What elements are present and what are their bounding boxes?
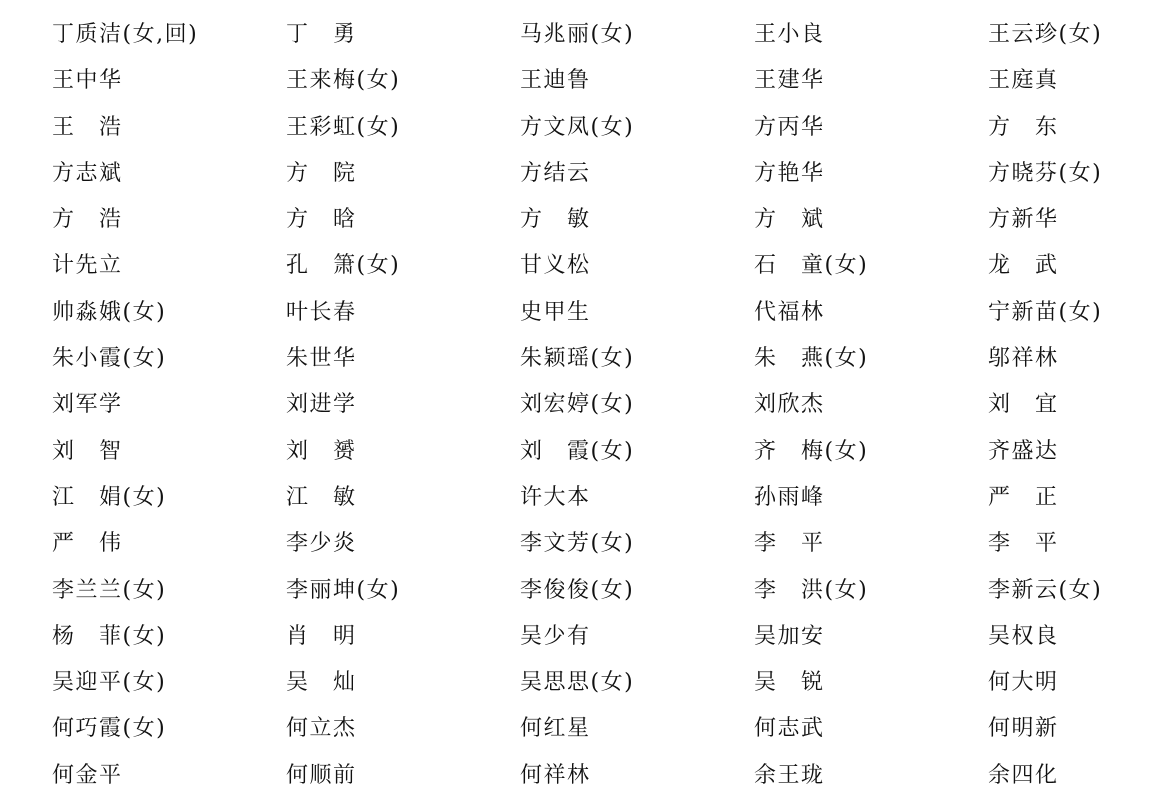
name-entry: 严 伟 xyxy=(52,531,123,557)
name-entry: 江 敏 xyxy=(286,484,357,510)
name-entry: 方 东 xyxy=(988,114,1059,140)
name-entry: 王小良 xyxy=(754,22,825,47)
name-entry: 李俊俊(女) xyxy=(520,577,635,603)
name-entry: 计先立 xyxy=(52,253,123,279)
name-entry: 李 平 xyxy=(988,531,1059,557)
name-entry: 何立杰 xyxy=(286,716,357,742)
name-entry: 刘进学 xyxy=(286,392,357,418)
name-entry: 朱 燕(女) xyxy=(754,346,869,372)
name-entry: 石 童(女) xyxy=(754,253,869,279)
name-entry: 史甲生 xyxy=(520,299,591,325)
name-entry: 甘义松 xyxy=(520,253,591,279)
name-entry: 王建华 xyxy=(754,68,825,94)
name-entry: 方晓芬(女) xyxy=(988,160,1103,186)
name-entry: 吴迎平(女) xyxy=(52,670,167,696)
name-entry: 王 浩 xyxy=(52,114,123,140)
name-entry: 何巧霞(女) xyxy=(52,716,167,742)
name-entry: 刘宏婷(女) xyxy=(520,392,635,418)
name-entry: 何顺前 xyxy=(286,762,357,788)
name-entry: 孙雨峰 xyxy=(754,484,825,510)
name-entry: 王迪鲁 xyxy=(520,68,591,94)
name-entry: 方艳华 xyxy=(754,160,825,186)
name-entry: 李少炎 xyxy=(286,531,357,557)
name-entry: 丁质洁(女,回) xyxy=(52,22,199,47)
name-list-grid xyxy=(52,12,1152,799)
name-entry: 刘军学 xyxy=(52,392,123,418)
name-entry: 王彩虹(女) xyxy=(286,114,401,140)
name-entry: 方 敏 xyxy=(520,207,591,233)
name-entry: 龙 武 xyxy=(988,253,1059,279)
name-entry: 朱颖瑶(女) xyxy=(520,346,635,372)
name-entry: 吴少有 xyxy=(520,623,591,649)
name-entry: 方丙华 xyxy=(754,114,825,140)
name-entry: 江 娟(女) xyxy=(52,484,167,510)
name-entry: 严 正 xyxy=(988,484,1059,510)
name-entry: 余王珑 xyxy=(754,762,825,788)
name-entry: 杨 菲(女) xyxy=(52,623,167,649)
name-entry: 李丽坤(女) xyxy=(286,577,401,603)
name-entry: 何大明 xyxy=(988,670,1059,696)
name-entry: 马兆丽(女) xyxy=(520,22,635,47)
name-entry: 何红星 xyxy=(520,716,591,742)
name-entry: 刘 宜 xyxy=(988,392,1059,418)
name-entry: 何祥林 xyxy=(520,762,591,788)
name-entry: 方新华 xyxy=(988,207,1059,233)
name-entry: 方志斌 xyxy=(52,160,123,186)
name-entry: 刘 霞(女) xyxy=(520,438,635,464)
name-entry: 丁 勇 xyxy=(286,22,357,47)
name-entry: 何志武 xyxy=(754,716,825,742)
name-entry: 许大本 xyxy=(520,484,591,510)
name-entry: 方 浩 xyxy=(52,207,123,233)
name-entry: 肖 明 xyxy=(286,623,357,649)
name-entry: 王云珍(女) xyxy=(988,22,1103,47)
name-entry: 方文凤(女) xyxy=(520,114,635,140)
name-entry: 代福林 xyxy=(754,299,825,325)
name-entry: 方结云 xyxy=(520,160,591,186)
name-entry: 吴权良 xyxy=(988,623,1059,649)
name-entry: 李新云(女) xyxy=(988,577,1103,603)
name-entry: 帅淼娥(女) xyxy=(52,299,167,325)
name-entry: 吴加安 xyxy=(754,623,825,649)
name-entry: 齐 梅(女) xyxy=(754,438,869,464)
name-entry: 吴 灿 xyxy=(286,670,357,696)
name-entry: 余四化 xyxy=(988,762,1059,788)
name-entry: 刘欣杰 xyxy=(754,392,825,418)
name-entry: 孔 箫(女) xyxy=(286,253,401,279)
name-entry: 朱世华 xyxy=(286,346,357,372)
name-entry: 朱小霞(女) xyxy=(52,346,167,372)
name-entry: 方 院 xyxy=(286,160,357,186)
name-entry: 刘 赟 xyxy=(286,438,357,464)
name-entry: 李文芳(女) xyxy=(520,531,635,557)
name-entry: 何金平 xyxy=(52,762,123,788)
name-entry: 王来梅(女) xyxy=(286,68,401,94)
name-entry: 李兰兰(女) xyxy=(52,577,167,603)
name-entry: 王庭真 xyxy=(988,68,1059,94)
name-entry: 齐盛达 xyxy=(988,438,1059,464)
name-entry: 吴 锐 xyxy=(754,670,825,696)
name-entry: 李 洪(女) xyxy=(754,577,869,603)
name-entry: 方 晗 xyxy=(286,207,357,233)
name-entry: 何明新 xyxy=(988,716,1059,742)
name-entry: 吴思思(女) xyxy=(520,670,635,696)
name-entry: 方 斌 xyxy=(754,207,825,233)
name-entry: 王中华 xyxy=(52,68,123,94)
name-entry: 叶长春 xyxy=(286,299,357,325)
name-entry: 刘 智 xyxy=(52,438,123,464)
name-entry: 邬祥林 xyxy=(988,346,1059,372)
name-entry: 宁新苗(女) xyxy=(988,299,1103,325)
name-entry: 李 平 xyxy=(754,531,825,557)
